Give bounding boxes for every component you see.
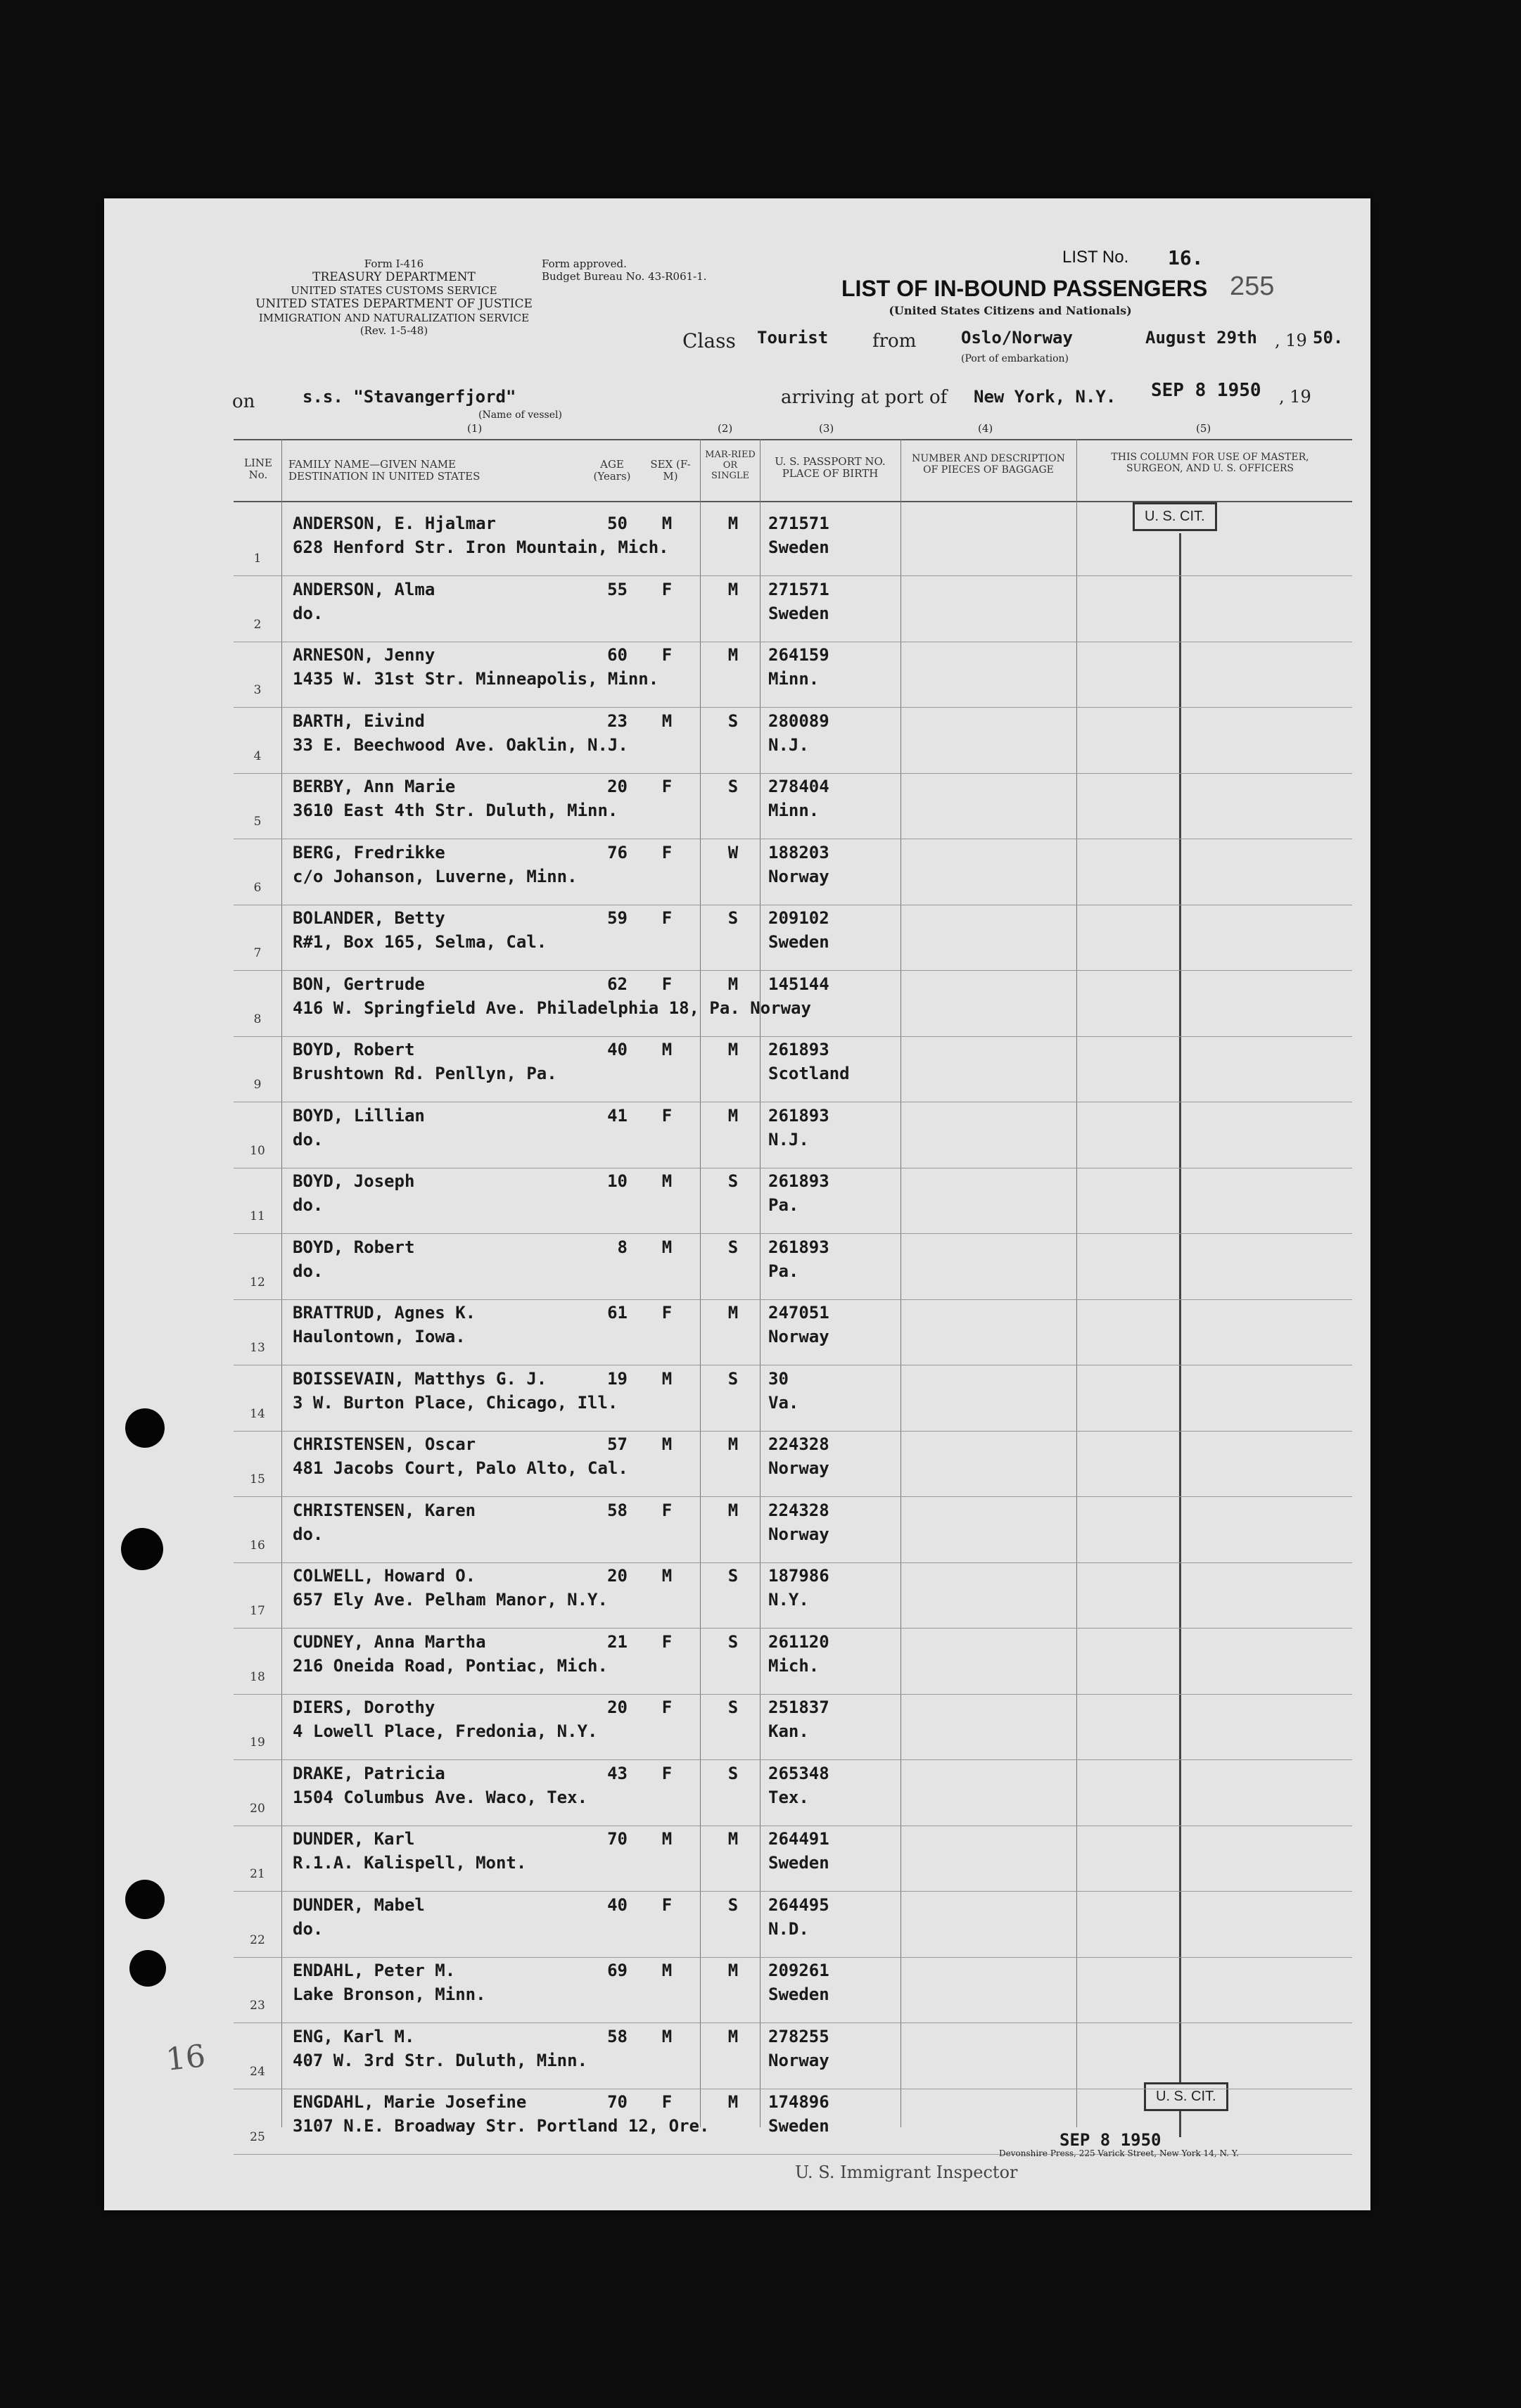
line-number: 9 (253, 1078, 262, 1092)
line-number: 12 (250, 1275, 265, 1289)
passenger-sex: F (661, 974, 673, 994)
passenger-sex: M (661, 1171, 673, 1191)
destination-address: 4 Lowell Place, Fredonia, N.Y. (293, 1721, 598, 1741)
vessel-name: s.s. "Stavangerfjord" (303, 387, 516, 407)
passenger-sex: M (661, 1368, 673, 1389)
table-row (234, 772, 1352, 839)
line-number: 1 (253, 552, 262, 566)
voyage-date: August 29th (1145, 328, 1257, 348)
place-of-birth: Tex. (768, 1787, 809, 1807)
passenger-sex: F (661, 908, 673, 928)
passenger-name: CUDNEY, Anna Martha (293, 1631, 486, 1652)
marital-status: W (727, 842, 739, 862)
line-number: 18 (250, 1669, 265, 1684)
table-row (234, 1759, 1352, 1826)
passenger-sex: F (661, 1894, 673, 1915)
customs-service: UNITED STATES CUSTOMS SERVICE (291, 284, 497, 298)
justice-dept: UNITED STATES DEPARTMENT OF JUSTICE (255, 297, 533, 312)
margin-note: 16 (164, 2038, 208, 2078)
passenger-name: BARTH, Eivind (293, 711, 425, 731)
class-value: Tourist (757, 328, 829, 348)
passport-number: 188203 (768, 842, 829, 862)
marital-status: M (727, 1303, 739, 1323)
line-number: 8 (253, 1012, 262, 1026)
passenger-sex: M (661, 1237, 673, 1257)
passenger-name: COLWELL, Howard O. (293, 1566, 476, 1586)
marital-status: M (727, 1961, 739, 1980)
destination-address: 628 Henford Str. Iron Mountain, Mich. (293, 537, 669, 557)
passenger-age: 8 (617, 1237, 628, 1257)
col-num-1: (1) (467, 422, 483, 435)
place-of-birth: Norway (768, 1524, 829, 1544)
table-row (234, 575, 1352, 642)
header-age: AGE (Years) (593, 458, 631, 483)
line-number: 15 (250, 1472, 265, 1486)
destination-address: Haulontown, Iowa. (293, 1327, 466, 1346)
passenger-name: BON, Gertrude (293, 974, 425, 994)
passenger-age: 58 (607, 1500, 628, 1520)
line-number: 5 (253, 815, 262, 829)
table-row (234, 707, 1352, 774)
destination-address: do. (293, 1261, 324, 1281)
list-number: 16. (1168, 246, 1204, 269)
punch-hole (125, 1880, 165, 1919)
passenger-name: DIERS, Dorothy (293, 1697, 435, 1717)
table-row (234, 1562, 1352, 1629)
passenger-name: ANDERSON, E. Hjalmar (293, 514, 496, 533)
passport-number: 261893 (768, 1105, 829, 1126)
passport-number: 187986 (768, 1566, 829, 1586)
destination-address: c/o Johanson, Luverne, Minn. (293, 866, 578, 886)
place-of-birth: N.D. (768, 1918, 809, 1939)
header-officers: THIS COLUMN FOR USE OF MASTER, SURGEON, AND U. S. OFFICERS (1111, 452, 1309, 475)
passenger-name: BOYD, Joseph (293, 1171, 415, 1191)
table-row (234, 839, 1352, 905)
passenger-name: BERG, Fredrikke (293, 842, 445, 862)
us-citizen-stamp: U. S. CIT. (1133, 502, 1217, 531)
passenger-sex: F (661, 1631, 673, 1652)
footer-date-stamp: SEP 8 1950 (1059, 2130, 1162, 2150)
passenger-age: 59 (607, 908, 628, 928)
marital-status: S (727, 1763, 739, 1783)
place-of-birth: Sweden (768, 537, 829, 557)
class-label: Class (682, 329, 736, 352)
passenger-sex: F (661, 777, 673, 796)
table-row (234, 1299, 1352, 1365)
passenger-name: CHRISTENSEN, Karen (293, 1500, 476, 1520)
header-married: MAR-RIED OR SINGLE (705, 450, 756, 481)
destination-address: Lake Bronson, Minn. (293, 1985, 486, 2004)
col-num-2: (2) (718, 422, 733, 435)
passenger-sex: F (661, 1697, 673, 1717)
passenger-name: BOISSEVAIN, Matthys G. J. (293, 1368, 547, 1389)
passenger-age: 19 (607, 1368, 628, 1389)
place-of-birth: Norway (768, 866, 829, 886)
passenger-age: 20 (607, 1566, 628, 1586)
inspector-label: U. S. Immigrant Inspector (795, 2162, 1018, 2182)
destination-address: 3610 East 4th Str. Duluth, Minn. (293, 801, 618, 820)
marital-status: S (727, 1368, 739, 1389)
passenger-age: 55 (607, 579, 628, 599)
passport-number: 209102 (768, 908, 829, 928)
marital-status: S (727, 1894, 739, 1915)
col-num-4: (4) (978, 422, 993, 435)
passenger-age: 76 (607, 842, 628, 862)
passenger-age: 62 (607, 974, 628, 994)
passenger-age: 41 (607, 1105, 628, 1126)
from-label: from (872, 331, 917, 352)
passenger-age: 10 (607, 1171, 628, 1191)
line-number: 13 (250, 1341, 265, 1355)
table-row (234, 509, 1352, 576)
header-line: LINE No. (244, 457, 272, 482)
marital-status: M (727, 1829, 739, 1849)
passenger-sex: M (661, 2026, 673, 2046)
place-of-birth: Va. (768, 1392, 799, 1413)
passport-number: 265348 (768, 1763, 829, 1783)
passport-number: 261893 (768, 1171, 829, 1191)
table-row (234, 1167, 1352, 1234)
marital-status: S (727, 711, 739, 731)
line-number: 25 (250, 2130, 265, 2144)
destination-address: 416 W. Springfield Ave. Philadelphia 18, Pa. Norway (293, 998, 811, 1018)
passport-number: 271571 (768, 579, 829, 599)
punch-hole (121, 1528, 163, 1570)
header-passport: U. S. PASSPORT NO. PLACE OF BIRTH (775, 455, 886, 480)
passenger-sex: M (661, 1434, 673, 1454)
passenger-age: 21 (607, 1631, 628, 1652)
passenger-sex: M (661, 1566, 673, 1586)
line-number: 3 (253, 683, 262, 697)
passport-number: 209261 (768, 1961, 829, 1980)
passenger-name: ARNESON, Jenny (293, 645, 435, 665)
place-of-birth: Minn. (768, 669, 820, 689)
marital-status: S (727, 1566, 739, 1586)
table-row (234, 1102, 1352, 1168)
header-sex: SEX (F-M) (650, 458, 691, 483)
marital-status: M (727, 1105, 739, 1126)
arrival-port: New York, N.Y. (974, 387, 1116, 407)
line-number: 10 (250, 1143, 265, 1158)
marital-status: S (727, 1631, 739, 1652)
passenger-name: DUNDER, Karl (293, 1829, 415, 1849)
embark-note: (Port of embarkation) (961, 353, 1069, 364)
punch-hole (129, 1950, 166, 1987)
marital-status: S (727, 908, 739, 928)
line-number: 17 (250, 1604, 265, 1618)
destination-address: do. (293, 1524, 324, 1544)
destination-address: 3107 N.E. Broadway Str. Portland 12, Ore. (293, 2116, 710, 2136)
year-prefix: , 19 (1275, 331, 1307, 350)
form-revision: (Rev. 1-5-48) (359, 324, 428, 337)
place-of-birth: Sweden (768, 932, 829, 952)
passenger-age: 43 (607, 1763, 628, 1783)
passport-number: 271571 (768, 514, 829, 533)
table-row (234, 1233, 1352, 1300)
place-of-birth: N.J. (768, 734, 809, 755)
from-value: Oslo/Norway (961, 328, 1073, 348)
line-number: 6 (253, 880, 262, 895)
passport-number: 224328 (768, 1500, 829, 1520)
marital-status: M (727, 1040, 739, 1059)
table-row (234, 1036, 1352, 1102)
vessel-note: (Name of vessel) (478, 409, 562, 421)
line-number: 22 (250, 1932, 265, 1947)
passenger-sex: F (661, 1105, 673, 1126)
table-row (234, 1496, 1352, 1563)
destination-address: 407 W. 3rd Str. Duluth, Minn. (293, 2050, 588, 2070)
passenger-age: 23 (607, 711, 628, 731)
passenger-age: 40 (607, 1894, 628, 1915)
line-number: 16 (250, 1538, 265, 1553)
printer-credit: Devonshire Press, 225 Varick Street, New York 14, N. Y. (999, 2148, 1240, 2158)
place-of-birth: N.J. (768, 1129, 809, 1149)
line-number: 7 (253, 946, 262, 960)
passport-number: 264495 (768, 1894, 829, 1915)
destination-address: do. (293, 1918, 324, 1939)
destination-address: 481 Jacobs Court, Palo Alto, Cal. (293, 1458, 628, 1478)
ins-service: IMMIGRATION AND NATURALIZATION SERVICE (258, 311, 530, 324)
passenger-sex: M (661, 1040, 673, 1059)
destination-address: 1435 W. 31st Str. Minneapolis, Minn. (293, 669, 659, 689)
table-row (234, 904, 1352, 971)
place-of-birth: N.Y. (768, 1590, 809, 1610)
passenger-age: 50 (607, 514, 628, 533)
passenger-name: BERBY, Ann Marie (293, 777, 456, 796)
marital-status: M (727, 514, 739, 533)
destination-address: Brushtown Rd. Penllyn, Pa. (293, 1064, 557, 1083)
table-row (234, 1956, 1352, 2023)
table-row (234, 1825, 1352, 1892)
punch-hole (125, 1408, 165, 1448)
passport-number: 264159 (768, 645, 829, 665)
place-of-birth: Pa. (768, 1195, 799, 1215)
col-num-3: (3) (819, 422, 834, 435)
marital-status: S (727, 1237, 739, 1257)
passport-number: 278255 (768, 2026, 829, 2046)
passport-number: 251837 (768, 1697, 829, 1717)
passport-number: 30 (768, 1368, 789, 1389)
table-row (234, 1430, 1352, 1497)
destination-address: do. (293, 1129, 324, 1149)
passenger-age: 61 (607, 1303, 628, 1323)
passenger-name: ENG, Karl M. (293, 2026, 415, 2046)
header-name: FAMILY NAME—GIVEN NAME DESTINATION IN UNITED STATES (288, 458, 481, 483)
voyage-year: 50. (1313, 328, 1344, 348)
passenger-sex: F (661, 1763, 673, 1783)
passenger-age: 20 (607, 777, 628, 796)
passport-number: 174896 (768, 2092, 829, 2112)
place-of-birth: Sweden (768, 603, 829, 623)
list-number-label: LIST No. (1062, 248, 1129, 267)
form-number: Form I-416 (364, 257, 424, 270)
passenger-sex: F (661, 842, 673, 862)
place-of-birth: Scotland (768, 1064, 850, 1083)
budget-bureau: Budget Bureau No. 43-R061-1. (542, 270, 707, 283)
place-of-birth: Kan. (768, 1721, 809, 1741)
passenger-sex: M (661, 711, 673, 731)
destination-address: R#1, Box 165, Selma, Cal. (293, 932, 547, 952)
document-title: LIST OF IN-BOUND PASSENGERS (841, 276, 1208, 301)
line-number: 24 (250, 2064, 265, 2079)
passenger-sex: F (661, 2092, 673, 2112)
form-approved: Form approved. (542, 257, 627, 270)
passenger-sex: F (661, 579, 673, 599)
table-row (234, 2022, 1352, 2089)
destination-address: R.1.A. Kalispell, Mont. (293, 1853, 527, 1873)
passenger-name: BOLANDER, Betty (293, 908, 445, 928)
passenger-age: 58 (607, 2026, 628, 2046)
line-number: 14 (250, 1406, 265, 1421)
line-number: 4 (253, 748, 262, 763)
place-of-birth: Sweden (768, 1985, 829, 2004)
treasury-dept: TREASURY DEPARTMENT (312, 270, 476, 284)
line-number: 19 (250, 1735, 265, 1750)
table-row (234, 2088, 1352, 2155)
us-citizen-stamp: U. S. CIT. (1144, 2082, 1228, 2111)
passport-number: 261120 (768, 1631, 829, 1652)
destination-address: 657 Ely Ave. Pelham Manor, N.Y. (293, 1590, 608, 1610)
passport-number: 261893 (768, 1040, 829, 1059)
passenger-sex: M (661, 1961, 673, 1980)
passenger-name: BRATTRUD, Agnes K. (293, 1303, 476, 1323)
passport-number: 280089 (768, 711, 829, 731)
destination-address: do. (293, 603, 324, 623)
table-row (234, 1693, 1352, 1760)
place-of-birth: Norway (768, 1458, 829, 1478)
marital-status: M (727, 2092, 739, 2112)
passenger-age: 70 (607, 2092, 628, 2112)
marital-status: M (727, 645, 739, 665)
destination-address: do. (293, 1195, 324, 1215)
form-agency-block (225, 257, 563, 337)
year-suffix: , 19 (1279, 387, 1311, 407)
passenger-age: 70 (607, 1829, 628, 1849)
destination-address: 33 E. Beechwood Ave. Oaklin, N.J. (293, 734, 628, 755)
place-of-birth: Mich. (768, 1655, 820, 1676)
place-of-birth: Sweden (768, 1853, 829, 1873)
passenger-name: ANDERSON, Alma (293, 579, 435, 599)
passenger-sex: M (661, 514, 673, 533)
line-number: 21 (250, 1867, 265, 1881)
passenger-name: BOYD, Lillian (293, 1105, 425, 1126)
passenger-age: 57 (607, 1434, 628, 1454)
document-subtitle: (United States Citizens and Nationals) (889, 304, 1132, 317)
marital-status: M (727, 1434, 739, 1454)
passport-number: 278404 (768, 777, 829, 796)
destination-address: 3 W. Burton Place, Chicago, Ill. (293, 1392, 618, 1413)
place-of-birth: Norway (768, 2050, 829, 2070)
passenger-name: BOYD, Robert (293, 1237, 415, 1257)
line-number: 11 (250, 1209, 265, 1223)
page-number: 255 (1230, 272, 1275, 301)
passenger-name: DUNDER, Mabel (293, 1894, 425, 1915)
passport-number: 145144 (768, 974, 829, 994)
passenger-sex: F (661, 645, 673, 665)
passport-number: 247051 (768, 1303, 829, 1323)
header-baggage: NUMBER AND DESCRIPTION OF PIECES OF BAGGAGE (912, 453, 1065, 476)
passenger-name: CHRISTENSEN, Oscar (293, 1434, 476, 1454)
passenger-age: 40 (607, 1040, 628, 1059)
on-label: on (232, 391, 255, 412)
place-of-birth: Pa. (768, 1261, 799, 1281)
passenger-name: BOYD, Robert (293, 1040, 415, 1059)
destination-address: 1504 Columbus Ave. Waco, Tex. (293, 1787, 588, 1807)
marital-status: M (727, 2026, 739, 2046)
marital-status: S (727, 1171, 739, 1191)
passport-number: 261893 (768, 1237, 829, 1257)
table-row (234, 1891, 1352, 1958)
marital-status: M (727, 1500, 739, 1520)
passport-number: 224328 (768, 1434, 829, 1454)
passenger-age: 69 (607, 1961, 628, 1980)
form-approval (542, 257, 753, 283)
table-row (234, 970, 1352, 1037)
marital-status: M (727, 974, 739, 994)
passenger-age: 20 (607, 1697, 628, 1717)
passenger-name: ENGDAHL, Marie Josefine (293, 2092, 527, 2112)
table-row (234, 1365, 1352, 1432)
passenger-sex: F (661, 1303, 673, 1323)
col-num-5: (5) (1196, 422, 1211, 435)
destination-address: 216 Oneida Road, Pontiac, Mich. (293, 1655, 608, 1676)
place-of-birth: Minn. (768, 801, 820, 820)
marital-status: M (727, 579, 739, 599)
table-row (234, 1628, 1352, 1695)
arrival-date-stamp: SEP 8 1950 (1151, 380, 1261, 401)
marital-status: S (727, 1697, 739, 1717)
passenger-sex: F (661, 1500, 673, 1520)
place-of-birth: Norway (768, 1327, 829, 1346)
line-number: 2 (253, 617, 262, 632)
passenger-age: 60 (607, 645, 628, 665)
passenger-sex: M (661, 1829, 673, 1849)
arriving-label: arriving at port of (781, 387, 948, 408)
passenger-name: DRAKE, Patricia (293, 1763, 445, 1783)
passport-number: 264491 (768, 1829, 829, 1849)
passenger-name: ENDAHL, Peter M. (293, 1961, 456, 1980)
table-row (234, 641, 1352, 708)
place-of-birth: Sweden (768, 2116, 829, 2136)
line-number: 20 (250, 1801, 265, 1816)
marital-status: S (727, 777, 739, 796)
line-number: 23 (250, 1999, 265, 2013)
